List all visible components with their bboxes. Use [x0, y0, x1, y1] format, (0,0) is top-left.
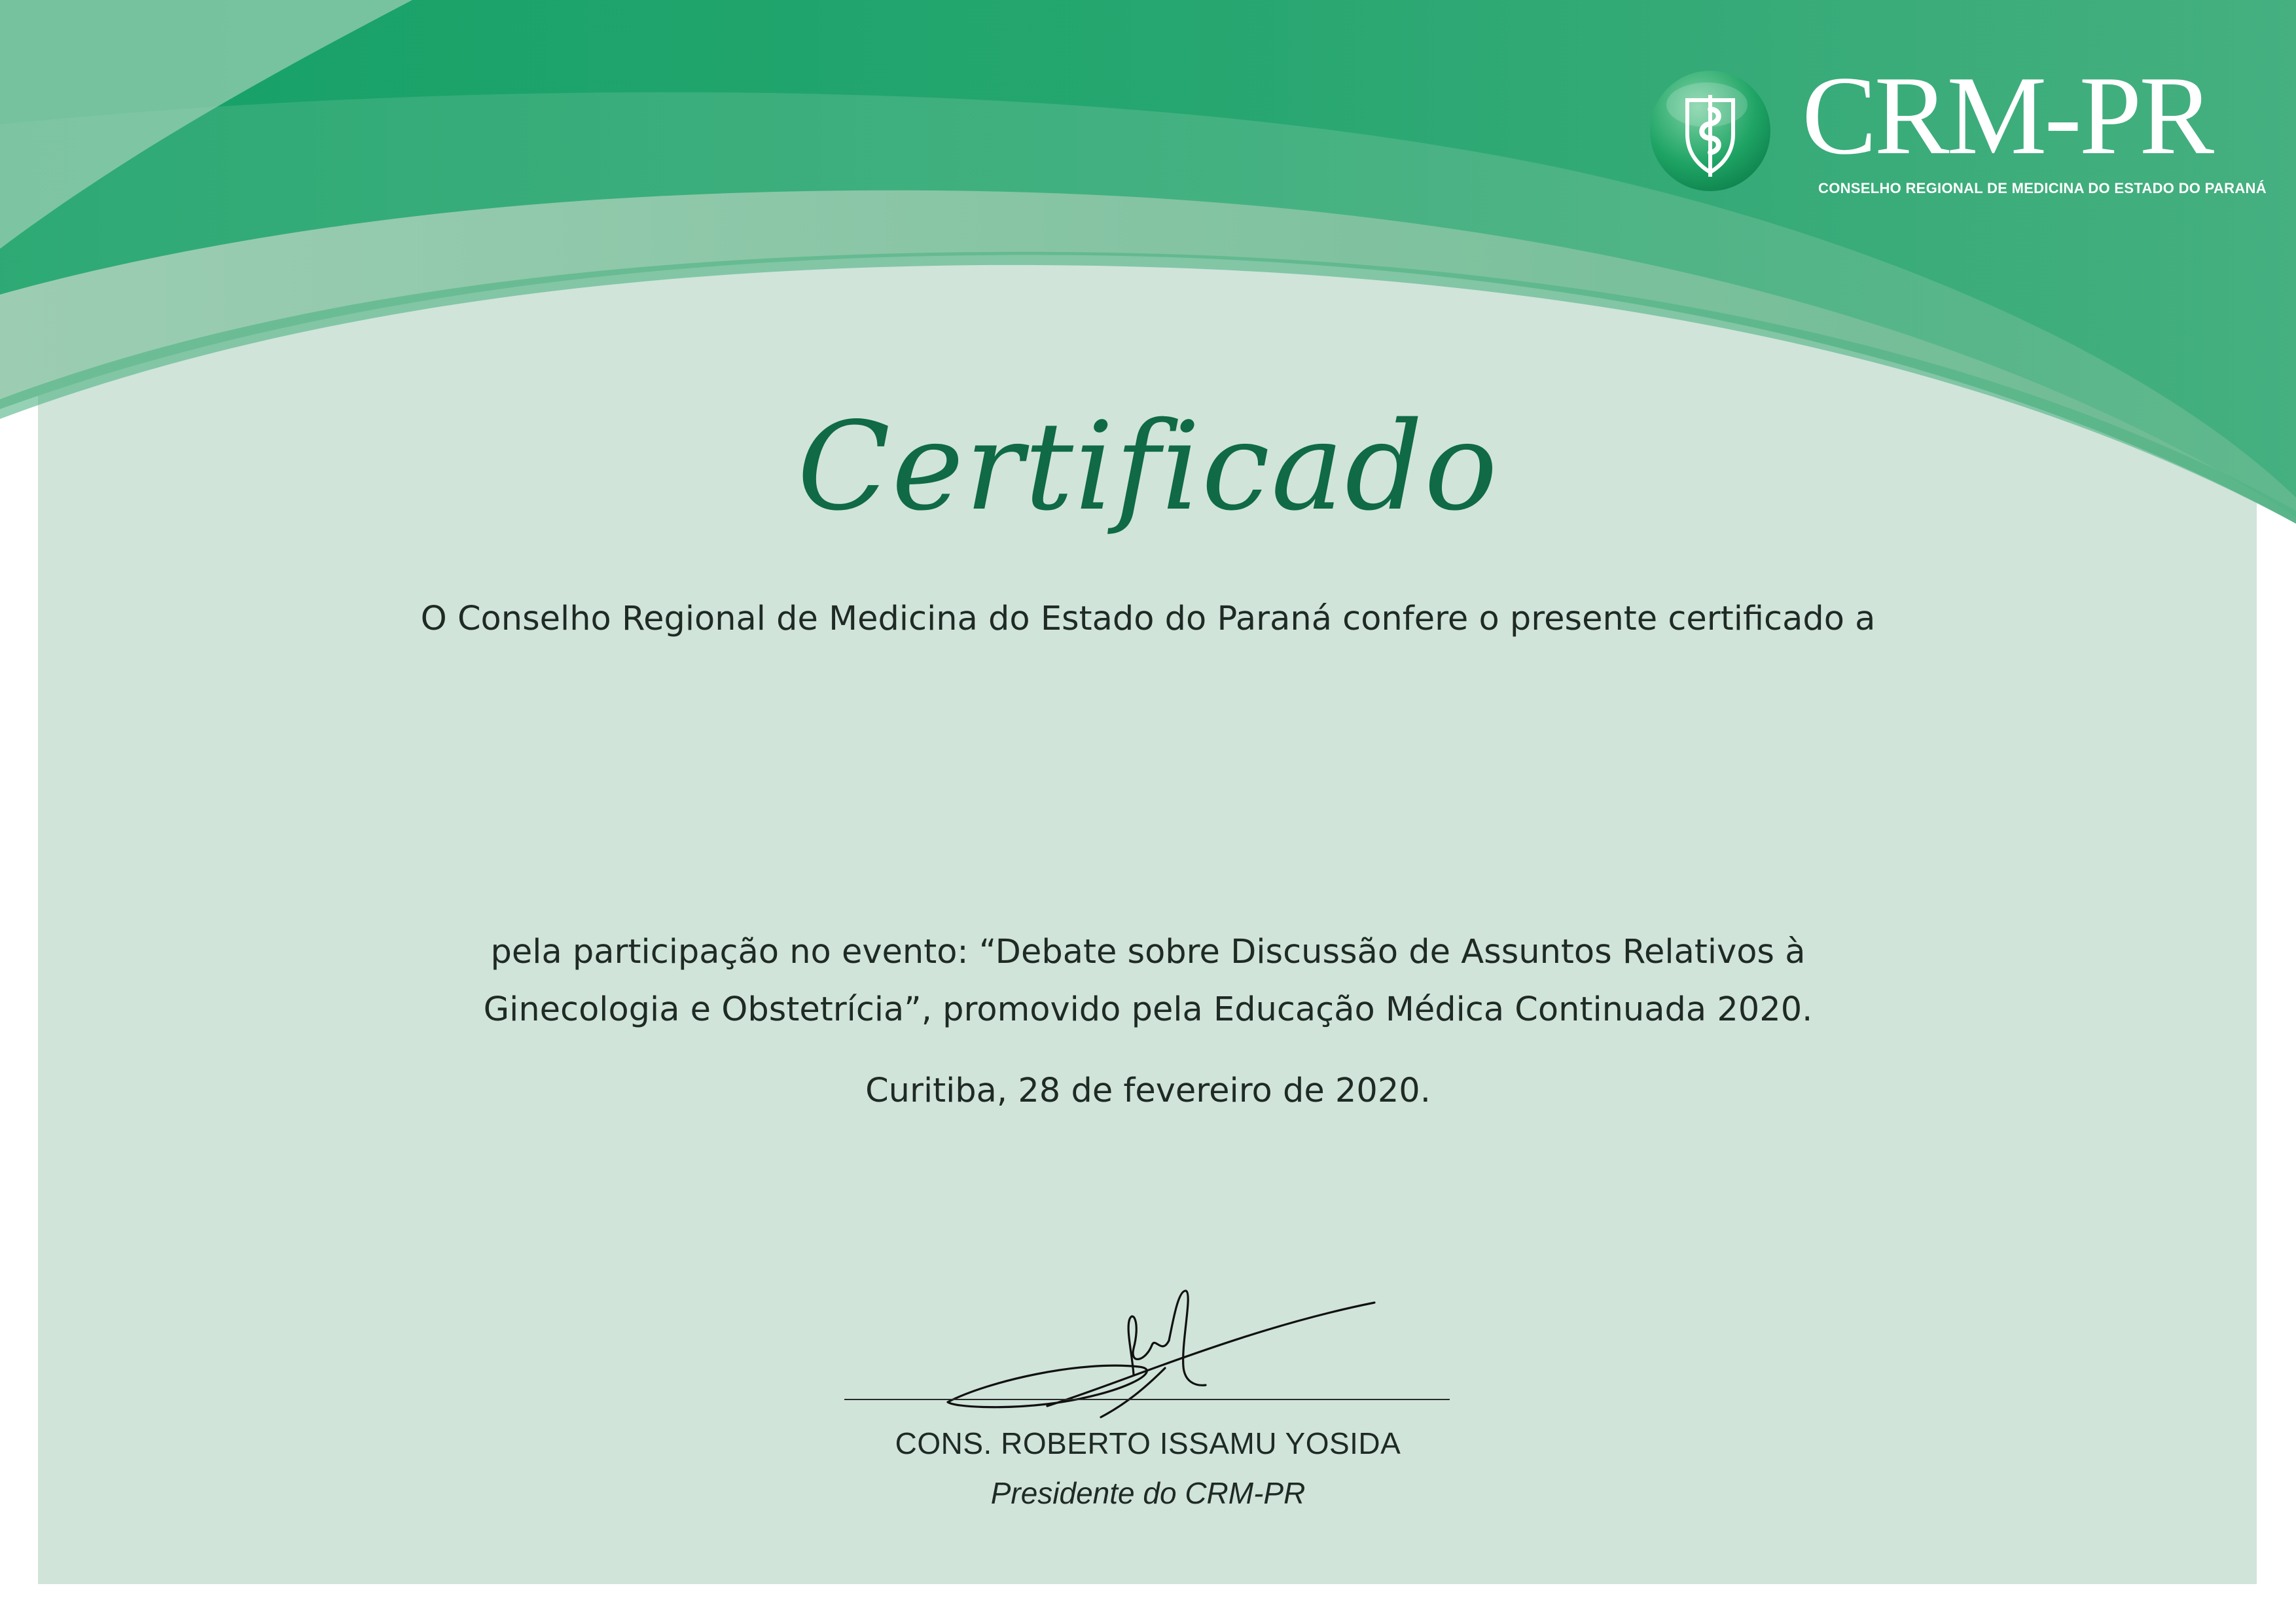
caduceus-shield-icon: [1648, 69, 1772, 193]
logo-acronym: CRM-PR: [1802, 54, 2212, 178]
date-place: Curitiba, 28 de fevereiro de 2020.: [865, 1072, 1431, 1110]
logo-tagline: CONSELHO REGIONAL DE MEDICINA DO ESTADO DO PARANÁ: [1818, 180, 2267, 196]
event-description-line-2: Ginecologia e Obstetrícia”, promovido pela Educação Médica Continuada 2020.: [483, 990, 1813, 1029]
signature-line: [844, 1399, 1450, 1400]
event-description-line-1: pela participação no evento: “Debate sobre Discussão de Assuntos Relativos à: [490, 933, 1806, 971]
handwritten-signature: [929, 1283, 1388, 1434]
signatory-name: CONS. ROBERTO ISSAMU YOSIDA: [895, 1426, 1401, 1460]
certificate-title: Certificado: [797, 395, 1499, 537]
crm-pr-logo: [1648, 54, 2267, 200]
certificate-intro: O Conselho Regional de Medicina do Estado do Paraná confere o presente certificado a: [420, 600, 1876, 638]
signatory-role: Presidente do CRM-PR: [990, 1476, 1306, 1510]
